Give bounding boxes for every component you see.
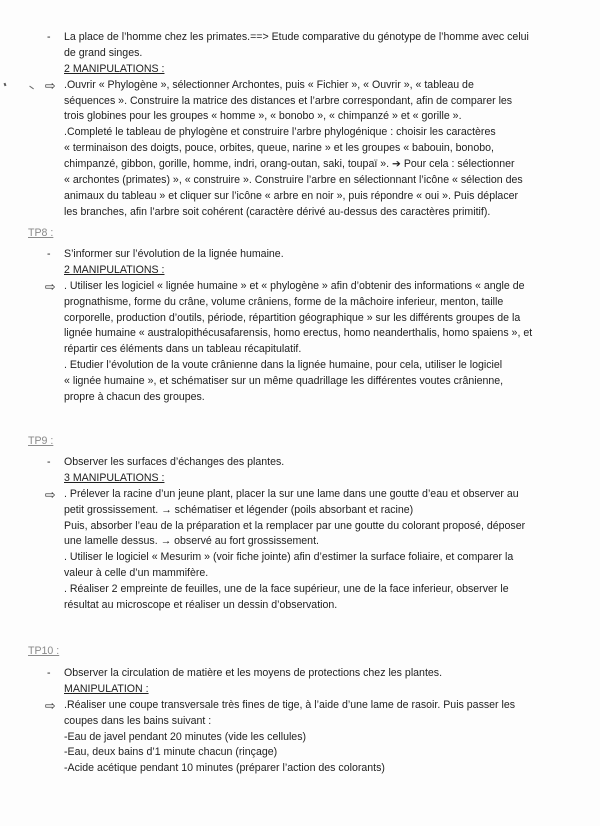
manipulations-heading: 2 MANIPULATIONS : bbox=[64, 263, 165, 276]
objective-line bbox=[0, 30, 600, 46]
dash-bullet-icon: - bbox=[47, 456, 51, 468]
instruction-text: prognathisme, forme du crâne, volume crâniens, forme de la mâchoire inferieur, menton, taille bbox=[64, 295, 504, 308]
dash-bullet-icon: - bbox=[47, 667, 51, 679]
instruction-line bbox=[0, 503, 600, 519]
instruction-text: Puis, absorber l’eau de la préparation et la remplacer par une goutte du colorant proposé, déposer bbox=[64, 519, 526, 532]
instruction-text: résultat au microscope et réaliser un dessin d’observation. bbox=[64, 599, 338, 612]
instruction-line bbox=[0, 519, 600, 535]
arrow-right-outline-icon: ⇨ bbox=[45, 77, 56, 93]
instruction-text: .Ouvrir « Phylogène », sélectionner Archontes, puis « Fichier », « Ouvrir », « tableau de bbox=[64, 78, 474, 91]
instruction-text: . Utiliser les logiciel « lignée humaine » et « phylogène » afin d’obtenir des informations « angle de bbox=[64, 279, 525, 292]
instruction-text: .Completé le tableau de phylogène et construire l’arbre phylogénique : choisir les caractères bbox=[64, 126, 496, 139]
instruction-text: « lignée humaine », et schématiser sur un même quadrillage les différentes voutes crânienne, bbox=[64, 375, 504, 388]
instruction-line bbox=[0, 761, 600, 777]
instruction-line bbox=[0, 714, 600, 730]
instruction-text: les branches, afin l’arbre soit cohérent (caractère dérivé au-dessus des caractères primitif). bbox=[64, 205, 491, 218]
instruction-line bbox=[0, 582, 600, 598]
instruction-text: -Acide acétique pendant 10 minutes (préparer l’action des colorants) bbox=[64, 762, 385, 775]
instruction-text: corporelle, production d’outils, période, répartition géographique » sur les différents groupes de la bbox=[64, 311, 521, 324]
arrow-right-outline-icon: ⇨ bbox=[45, 278, 56, 294]
instruction-line bbox=[0, 374, 600, 390]
instruction-line bbox=[0, 157, 600, 173]
instruction-text: . Etudier l’évolution de la voute crânienne dans la lignée humaine, pour cela, utiliser le logiciel bbox=[64, 359, 503, 372]
objective-text: Observer les surfaces d’échanges des plantes. bbox=[64, 456, 285, 468]
instruction-text: valeur à celle d’un mammifère. bbox=[64, 567, 209, 580]
instruction-text: trois globines pour les groupes « homme », « bonobo », « chimpanzé » et « gorille ». bbox=[64, 110, 462, 123]
manipulations-heading: 2 MANIPULATIONS : bbox=[64, 62, 165, 75]
objective-line bbox=[0, 455, 600, 471]
instruction-line bbox=[0, 566, 600, 582]
instruction-text: répartir ces éléments dans un tableau récapitulatif. bbox=[64, 343, 302, 356]
instruction-text: animaux du tableau » et cliquer sur l’icône « arbre en noir », puis répondre « oui ». Puis déplacer bbox=[64, 189, 519, 202]
instruction-line bbox=[0, 698, 600, 714]
manipulations-heading-line bbox=[0, 263, 600, 279]
instruction-text: une lamelle dessus. → observé au fort grossissement. bbox=[64, 535, 319, 548]
dash-bullet-icon: - bbox=[47, 248, 51, 260]
instruction-line bbox=[0, 78, 600, 94]
objective-text: Observer la circulation de matière et les moyens de protections chez les plantes. bbox=[64, 667, 443, 679]
instruction-line bbox=[0, 189, 600, 205]
section-tp8 bbox=[0, 247, 600, 406]
instruction-line bbox=[0, 390, 600, 406]
objective-text: de grand singes. bbox=[64, 46, 143, 59]
manipulations-heading-line bbox=[0, 62, 600, 78]
manipulations-heading-line bbox=[0, 471, 600, 487]
dash-bullet-icon: - bbox=[47, 31, 51, 43]
objective-line bbox=[0, 46, 600, 62]
manipulations-heading: 3 MANIPULATIONS : bbox=[64, 471, 165, 484]
instruction-text: -Eau, deux bains d’1 minute chacun (rinçage) bbox=[64, 746, 278, 759]
instruction-line bbox=[0, 173, 600, 189]
instruction-text: « terminaison des doigts, pouce, orbites, queue, narine » et les groupes « babouin, bonobo, bbox=[64, 142, 494, 155]
instruction-text: .Réaliser une coupe transversale très fines de tige, à l’aide d’une lame de rasoir. Puis passer les bbox=[64, 698, 516, 711]
arrow-right-outline-icon: ⇨ bbox=[45, 486, 56, 502]
instruction-text: coupes dans les bains suivant : bbox=[64, 714, 212, 727]
instruction-line bbox=[0, 598, 600, 614]
instruction-line bbox=[0, 125, 600, 141]
instruction-text: . Utiliser le logiciel « Mesurim » (voir fiche jointe) afin d’estimer la surface foliaire, et comparer la bbox=[64, 551, 514, 564]
instruction-line bbox=[0, 141, 600, 157]
instruction-line bbox=[0, 311, 600, 327]
manipulations-heading-line bbox=[0, 682, 600, 698]
instruction-line bbox=[0, 534, 600, 550]
instruction-text: « archontes (primates) », « construire ». Construire l’arbre en sélectionnant l’icône « sélection des bbox=[64, 174, 523, 187]
instruction-line bbox=[0, 487, 600, 503]
tp10-label: TP10 : bbox=[28, 645, 60, 657]
objective-text: S’informer sur l’évolution de la lignée humaine. bbox=[64, 248, 284, 260]
section-tp9 bbox=[0, 455, 600, 614]
instruction-line bbox=[0, 745, 600, 761]
instruction-text: -Eau de javel pendant 20 minutes (vide les cellules) bbox=[64, 730, 307, 743]
instruction-text: chimpanzé, gibbon, gorille, homme, indri, orang-outan, saki, toupaï ». ➔ Pour cela : sélectionner bbox=[64, 158, 515, 171]
objective-line bbox=[0, 666, 600, 682]
instruction-text: . Réaliser 2 empreinte de feuilles, une de la face supérieur, une de la face inferieur, observer le bbox=[64, 583, 509, 596]
instruction-line bbox=[0, 205, 600, 221]
tp8-label: TP8 : bbox=[28, 227, 54, 239]
instruction-line bbox=[0, 295, 600, 311]
instruction-text: . Prélever la racine d’un jeune plant, placer la sur une lame dans une goutte d’eau et observer au bbox=[64, 487, 519, 500]
section-tp10 bbox=[0, 666, 600, 777]
instruction-text: petit grossissement. → schématiser et légender (poils absorbant et racine) bbox=[64, 503, 414, 516]
instruction-text: séquences ». Construire la matrice des distances et l’arbre correspondant, afin de comparer les bbox=[64, 94, 513, 107]
section-primates bbox=[0, 30, 600, 221]
instruction-line bbox=[0, 94, 600, 110]
instruction-line bbox=[0, 109, 600, 125]
objective-text: La place de l’homme chez les primates.==> Etude comparative du génotype de l’homme avec celui bbox=[64, 31, 529, 43]
instruction-line bbox=[0, 550, 600, 566]
instruction-text: propre à chacun des groupes. bbox=[64, 391, 205, 404]
instruction-line bbox=[0, 279, 600, 295]
instruction-text: lignée humaine « australopithécusafarensis, homo erectus, homo neanderthalis, homo spaiens », et bbox=[64, 327, 533, 340]
arrow-right-outline-icon: ⇨ bbox=[45, 697, 56, 713]
manipulations-heading: MANIPULATION : bbox=[64, 682, 149, 695]
instruction-line bbox=[0, 342, 600, 358]
instruction-line bbox=[0, 730, 600, 746]
instruction-line bbox=[0, 326, 600, 342]
tp9-label: TP9 : bbox=[28, 435, 54, 447]
instruction-line bbox=[0, 358, 600, 374]
objective-line bbox=[0, 247, 600, 263]
